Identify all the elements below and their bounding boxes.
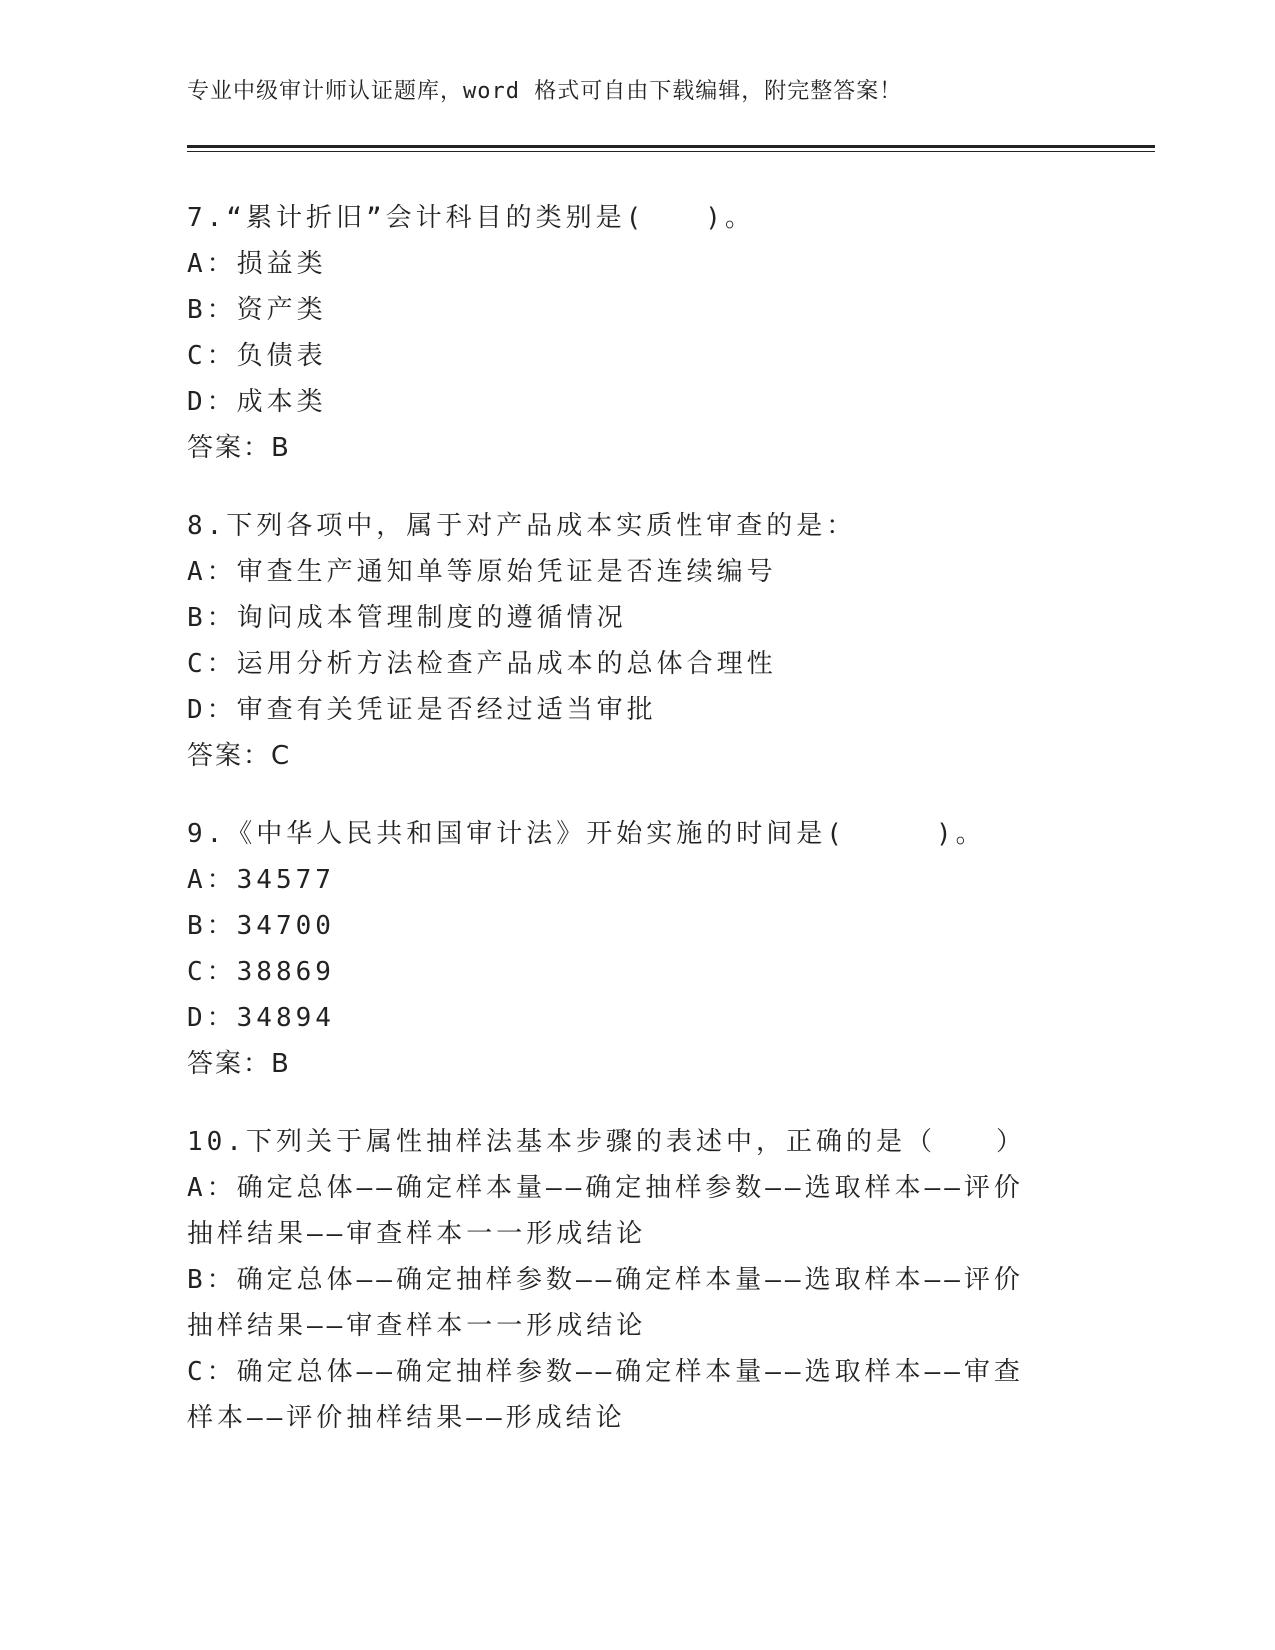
- answer: 答案：B: [187, 433, 291, 463]
- header-rule-thick: [187, 145, 1155, 148]
- option-c: C：38869: [187, 957, 335, 987]
- option-b-line-2: 抽样结果——审查样本一一形成结论: [187, 1311, 647, 1341]
- question-stem: 8.下列各项中，属于对产品成本实质性审查的是：: [187, 511, 857, 541]
- option-b-line-1: B：确定总体——确定抽样参数——确定样本量——选取样本——评价: [187, 1265, 1024, 1295]
- header-rule-thin: [187, 151, 1155, 152]
- option-d: D：34894: [187, 1003, 335, 1033]
- option-a: A：审查生产通知单等原始凭证是否连续编号: [187, 557, 777, 587]
- option-b: B：资产类: [187, 295, 327, 325]
- option-c-line-2: 样本——评价抽样结果——形成结论: [187, 1403, 626, 1433]
- question-9: [187, 811, 1087, 1087]
- option-c-line-1: C：确定总体——确定抽样参数——确定样本量——选取样本——审查: [187, 1357, 1024, 1387]
- option-a-line-1: A：确定总体——确定样本量——确定抽样参数——选取样本——评价: [187, 1173, 1024, 1203]
- option-a: A：损益类: [187, 249, 327, 279]
- question-7: [187, 195, 1087, 471]
- option-a: A：34577: [187, 865, 335, 895]
- question-stem: 7.“累计折旧”会计科目的类别是( )。: [187, 203, 755, 233]
- question-stem: 9.《中华人民共和国审计法》开始实施的时间是( )。: [187, 819, 986, 849]
- option-c: C：运用分析方法检查产品成本的总体合理性: [187, 649, 777, 679]
- option-b: B：34700: [187, 911, 335, 941]
- question-8: [187, 503, 1087, 779]
- option-d: D：成本类: [187, 387, 327, 417]
- question-10: [187, 1119, 1087, 1441]
- question-stem: 10.下列关于属性抽样法基本步骤的表述中，正确的是（ ）: [187, 1127, 1026, 1157]
- option-c: C：负债表: [187, 341, 327, 371]
- option-a-line-2: 抽样结果——审查样本一一形成结论: [187, 1219, 647, 1249]
- option-b: B：询问成本管理制度的遵循情况: [187, 603, 627, 633]
- page-header: 专业中级审计师认证题库，word 格式可自由下载编辑，附完整答案！: [187, 79, 903, 104]
- option-d: D：审查有关凭证是否经过适当审批: [187, 695, 657, 725]
- answer: 答案：C: [187, 741, 292, 771]
- answer: 答案：B: [187, 1049, 291, 1079]
